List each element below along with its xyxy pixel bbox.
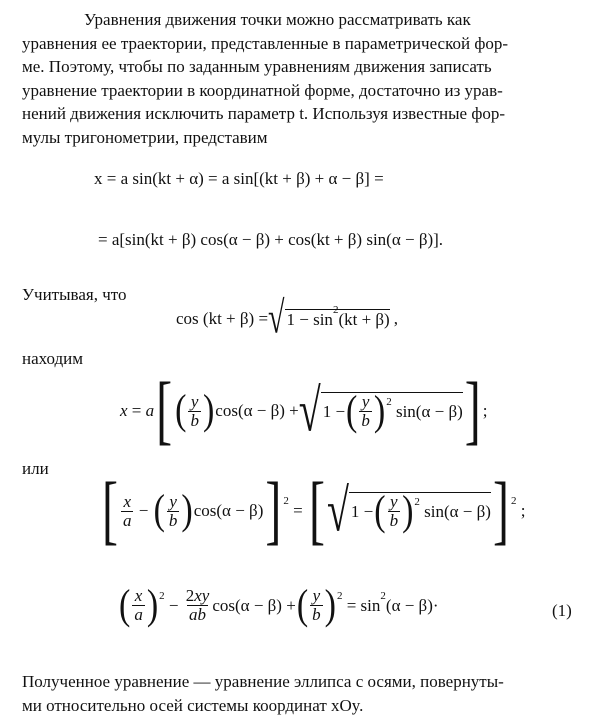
label-ili: или	[22, 459, 49, 478]
intro-line: уравнения ее траектории, представленные в параметрической фор-	[22, 33, 509, 53]
outro-paragraph	[22, 670, 578, 717]
intro-line: мулы тригонометрии, представим	[22, 127, 268, 147]
label-nahodim: находим	[22, 349, 84, 368]
outro-line: ми относительно осей системы координат xOy.	[22, 695, 364, 715]
equation-ellipse: ( $\frac{x}{a}$ ) 2 − $\frac{2xy}{ab}$ cos(α − β) + ( $\frac{y}{b}$ ) 2 = sin 2 (α − β)·	[119, 581, 439, 628]
equation-squared: [ $\frac{x}{a}$ − ( $\frac{y}{b}$ ) cos(α − β) ] 2 = [ √ 1 − ( $\frac{y}{b}$ ) 2 sin(α − β) ] 2 ;	[102, 467, 526, 553]
sqrt-symbol: √ 1 − sin 2 (kt + β)	[268, 293, 390, 343]
outro-line: Полученное уравнение — уравнение эллипса с осями, повернуты-	[22, 672, 504, 691]
intro-paragraph	[22, 8, 578, 149]
eq3-left: cos (kt + β) =	[176, 309, 269, 328]
intro-line: уравнение траектории в координатной форме, достаточно из урав-	[22, 80, 503, 100]
intro-line: нений движения исключить параметр t. Используя известные фор-	[22, 104, 506, 123]
equation-x-expansion: x = a sin(kt + α) = a sin[(kt + β) + α − β] =	[94, 169, 384, 188]
eq3-under: 1 − sin	[286, 309, 333, 329]
eq3-tail: ,	[393, 309, 398, 328]
intro-line: Уравнения движения точки можно рассматривать как	[84, 10, 471, 29]
intro-line: ме. Поэтому, чтобы по заданным уравнениям движения записать	[22, 57, 492, 76]
equation-x-expanded: = a[sin(kt + β) cos(α − β) + cos(kt + β) sin(α − β)].	[98, 230, 444, 249]
label-uchityvaya: Учитывая, что	[22, 285, 127, 304]
eq3-arg: (kt + β)	[338, 309, 390, 329]
equation-x-in-y: x = a [ ( $\frac{y}{b}$ ) cos(α − β) + √ 1 − ( $\frac{y}{b}$ ) 2 sin(α − β) ] ;	[120, 367, 488, 453]
equation-cos-identity	[176, 293, 398, 343]
equation-number: (1)	[552, 601, 572, 620]
